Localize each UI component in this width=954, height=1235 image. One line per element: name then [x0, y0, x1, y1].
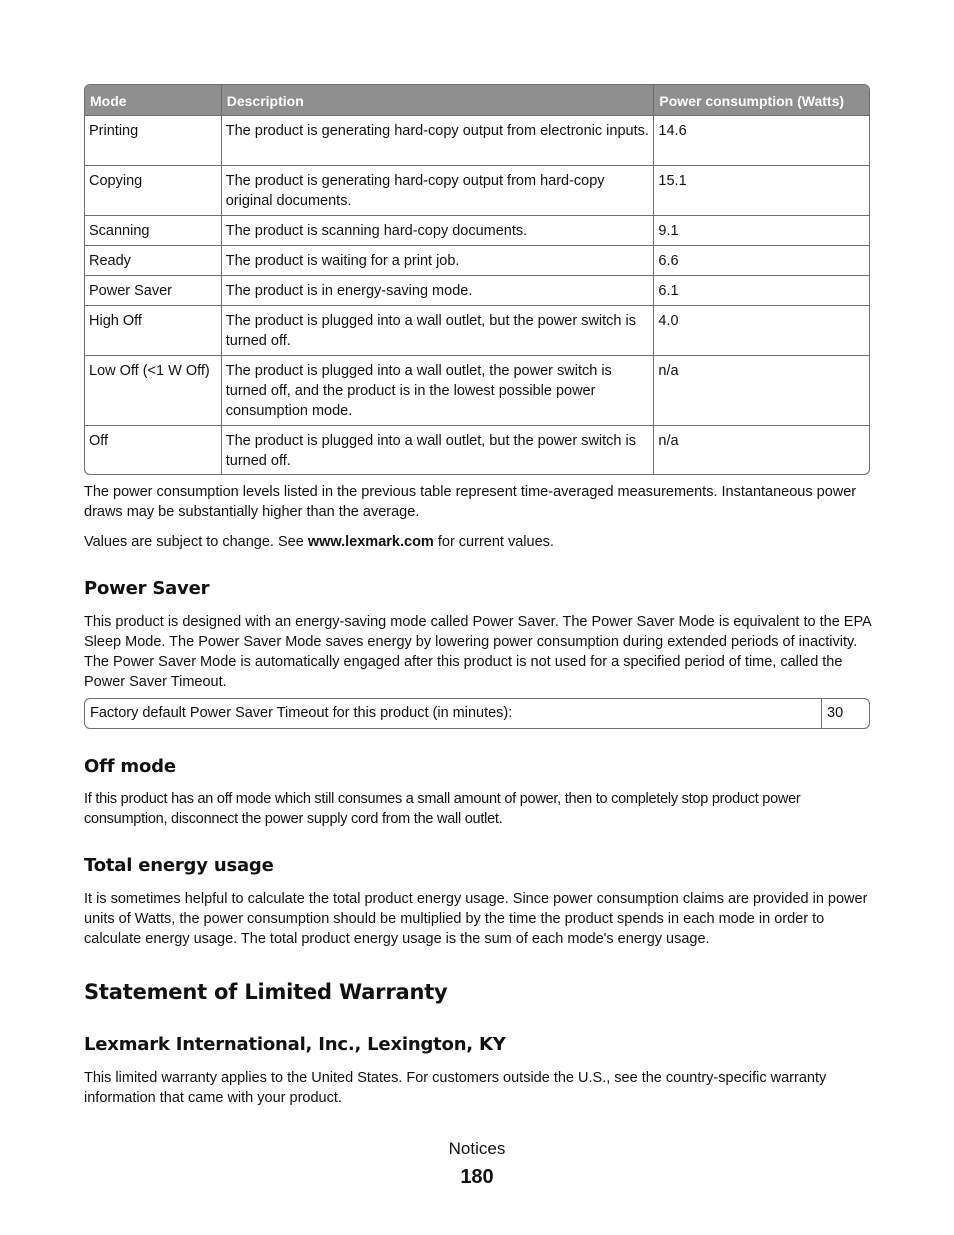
off-mode-heading: Off mode [84, 756, 176, 777]
cell-mode: High Off [85, 305, 221, 355]
values-note-text-end: for current values. [433, 534, 554, 550]
values-note-text: Values are subject to change. See [84, 534, 308, 550]
cell-watts: 15.1 [653, 165, 869, 215]
table-row [85, 115, 869, 165]
table-row [85, 245, 869, 275]
timeout-value: 30 [821, 699, 869, 728]
off-mode-text: If this product has an off mode which still consumes a small amount of power, then to completely stop product power consumption, disconnect the power supply cord from the wall outlet. [84, 791, 801, 827]
table-row [85, 165, 869, 215]
table-row [85, 215, 869, 245]
power-consumption-table [84, 84, 870, 475]
cell-description: The product is plugged into a wall outlet, but the power switch is turned off. [221, 305, 654, 355]
header-mode: Mode [85, 85, 221, 115]
cell-mode: Scanning [85, 215, 221, 245]
cell-mode: Low Off (<1 W Off) [85, 355, 221, 425]
lexmark-link[interactable]: www.lexmark.com [307, 534, 434, 550]
table-header-row [85, 85, 869, 115]
power-saver-text: This product is designed with an energy-saving mode called Power Saver. The Power Saver Mode is equivalent to the EPA Sleep Mode. The Power Saver Mode saves energy by lowering power consumption during extended periods of inactivity. The Power Saver Mode is automatically engaged after this product is not used for a specified period of time, called the Power Saver Timeout. [84, 614, 871, 690]
cell-description: The product is plugged into a wall outlet, the power switch is turned off, and the product is in the lowest possible power consumption mode. [221, 355, 654, 425]
cell-mode: Power Saver [85, 275, 221, 305]
power-saver-heading: Power Saver [84, 578, 210, 599]
warranty-subheading: Lexmark International, Inc., Lexington, KY [84, 1034, 506, 1055]
power-saver-timeout-table [84, 698, 870, 729]
cell-watts: 9.1 [653, 215, 869, 245]
cell-watts: 6.6 [653, 245, 869, 275]
cell-description: The product is waiting for a print job. [221, 245, 654, 275]
table-row [85, 305, 869, 355]
cell-mode: Ready [85, 245, 221, 275]
timeout-label: Factory default Power Saver Timeout for this product (in minutes): [90, 705, 513, 721]
cell-watts: 4.0 [653, 305, 869, 355]
cell-description: The product is in energy-saving mode. [221, 275, 654, 305]
total-energy-text: It is sometimes helpful to calculate the total product energy usage. Since power consumption claims are provided in power units of Watts, the power consumption should be multiplied by the time the product spends in each mode in order to calculate energy usage. The total product energy usage is the sum of each mode's energy usage. [84, 891, 868, 947]
cell-watts: n/a [653, 425, 869, 474]
footer-section-label: Notices [448, 1139, 506, 1158]
warranty-text: This limited warranty applies to the United States. For customers outside the U.S., see the country-specific warranty information that came with your product. [84, 1070, 827, 1106]
values-change-note [84, 532, 874, 552]
header-description: Description [221, 85, 654, 115]
cell-description: The product is generating hard-copy output from hard-copy original documents. [221, 165, 654, 215]
table-row [85, 425, 869, 474]
total-energy-heading: Total energy usage [84, 855, 274, 876]
warranty-heading: Statement of Limited Warranty [84, 980, 448, 1004]
cell-mode: Off [85, 425, 221, 474]
cell-watts: 14.6 [653, 115, 869, 165]
cell-watts: n/a [653, 355, 869, 425]
cell-description: The product is generating hard-copy output from electronic inputs. [221, 115, 654, 165]
header-power: Power consumption (Watts) [653, 85, 869, 115]
page-number: 180 [460, 1166, 494, 1188]
cell-mode: Copying [85, 165, 221, 215]
cell-mode: Printing [85, 115, 221, 165]
cell-watts: 6.1 [653, 275, 869, 305]
page-content [84, 84, 870, 475]
table-row [85, 355, 869, 425]
cell-description: The product is scanning hard-copy documents. [221, 215, 654, 245]
averaging-note: The power consumption levels listed in the previous table represent time-averaged measurements. Instantaneous power draws may be substantially higher than the average. [84, 484, 857, 520]
cell-description: The product is plugged into a wall outlet, but the power switch is turned off. [221, 425, 654, 474]
table-row [85, 275, 869, 305]
